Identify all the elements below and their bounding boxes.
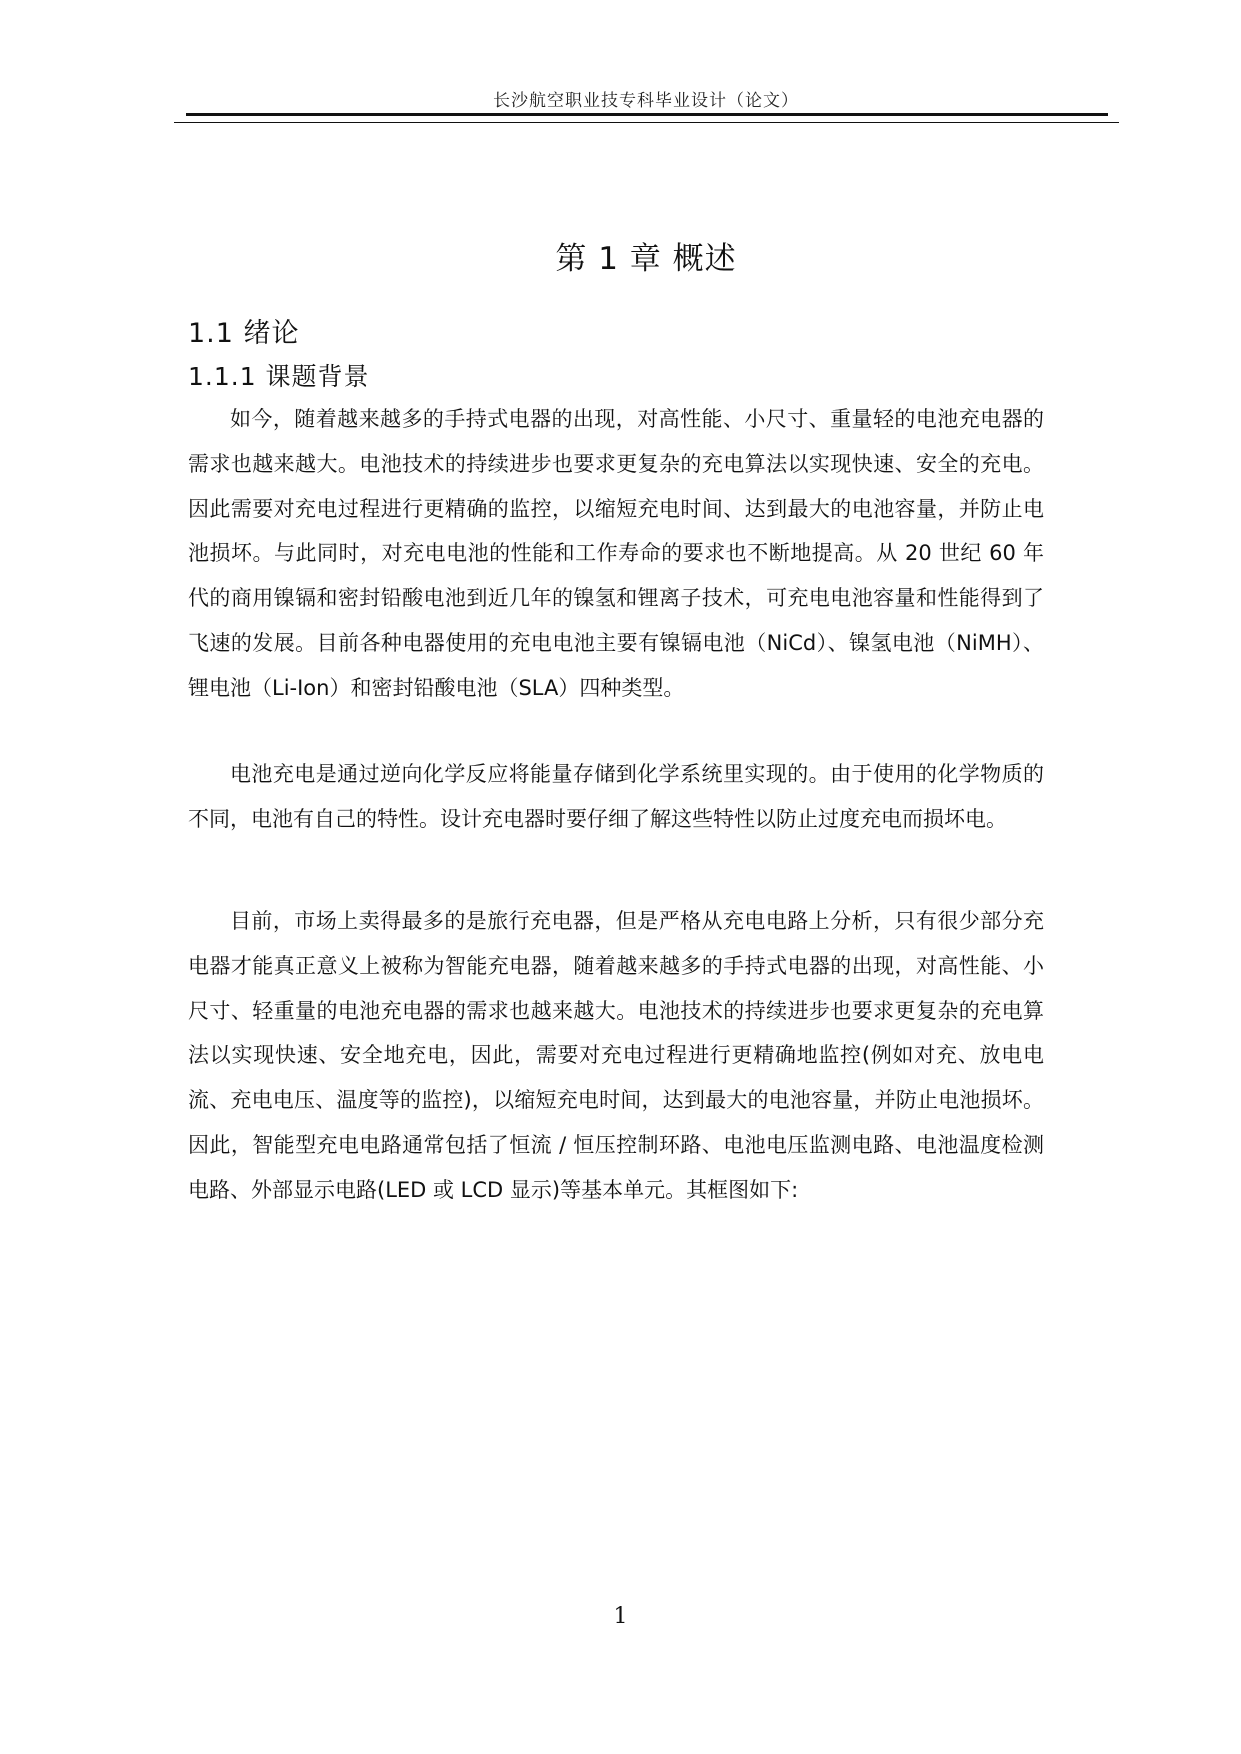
paragraph-1: 如今，随着越来越多的手持式电器的出现，对高性能、小尺寸、重量轻的电池充电器的需求也越来越大。电池技术的持续进步也要求更复杂的充电算法以实现快速、安全的充电。因此需要对充电过程进行更精确的监控，以缩短充电时间、达到最大的电池容量，并防止电池损坏。与此同时，对充电电池的性能和工作寿命的要求也不断地提高。从 20 世纪 60 年代的商用镍镉和密封铅酸电池到近几年的镍氢和锂离子技术，可充电电池容量和性能得到了飞速的发展。目前各种电器使用的充电电池主要有镍镉电池（NiCd）、镍氢电池（NiMH）、锂电池（Li-Ion）和密封铅酸电池（SLA）四种类型。 — [188, 407, 1044, 700]
paragraph-3: 目前，市场上卖得最多的是旅行充电器，但是严格从充电电路上分析，只有很少部分充电器才能真正意义上被称为智能充电器，随着越来越多的手持式电器的出现，对高性能、小尺寸、轻重量的电池充电器的需求也越来越大。电池技术的持续进步也要求更复杂的充电算法以实现快速、安全地充电，因此，需要对充电过程进行更精确地监控(例如对充、放电电流、充电电压、温度等的监控)，以缩短充电时间，达到最大的电池容量，并防止电池损坏。因此，智能型充电电路通常包括了恒流 / 恒压控制环路、电池电压监测电路、电池温度检测电路、外部显示电路(LED 或 LCD 显示)等基本单元。其框图如下: — [188, 909, 1044, 1202]
section-heading: 1.1 绪论 — [188, 318, 300, 349]
header-rule-thick — [186, 113, 1108, 116]
subsection-heading: 1.1.1 课题背景 — [188, 362, 370, 391]
header-rule-thin — [174, 122, 1119, 123]
page-number: 1 — [613, 1604, 628, 1629]
running-header: 长沙航空职业技专科毕业设计（论文） — [493, 91, 799, 111]
chapter-title: 第 1 章 概述 — [555, 241, 737, 277]
paragraph-2: 电池充电是通过逆向化学反应将能量存储到化学系统里实现的。由于使用的化学物质的不同，电池有自己的特性。设计充电器时要仔细了解这些特性以防止过度充电而损坏电。 — [188, 762, 1044, 831]
